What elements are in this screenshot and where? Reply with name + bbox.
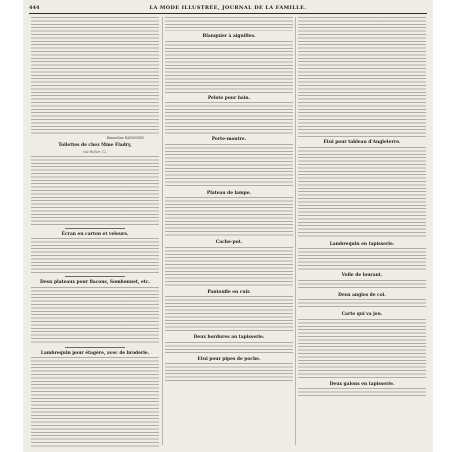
body-text-block (31, 287, 159, 345)
journal-title: LA MODE ILLUSTRÉE, JOURNAL DE LA FAMILLE. (149, 5, 307, 11)
column-divider (162, 17, 163, 445)
section-heading: Écran en carton et velours. (61, 231, 129, 237)
body-text-block (165, 363, 293, 383)
section-heading: Deux plateaux pour flacons, Sombonnet, etc. (40, 280, 150, 285)
page-header (23, 5, 433, 13)
section-heading: Deux angles de coi. (338, 292, 386, 298)
section-separator (65, 347, 125, 348)
section-heading: Etui pour pipes de poche. (197, 356, 261, 362)
body-text-block (165, 17, 293, 31)
text-column-2 (165, 17, 293, 447)
body-text-block (298, 299, 426, 309)
body-text-block (165, 144, 293, 188)
body-text-block (298, 17, 426, 137)
section-heading: Toilettes de chez Mme Fladry, (58, 143, 132, 148)
newspaper-page (23, 0, 433, 452)
body-text-block (165, 197, 293, 237)
body-text-block (31, 17, 159, 135)
text-column-1 (31, 17, 159, 447)
text-column-3 (298, 17, 426, 447)
body-text-block (165, 342, 293, 354)
header-rule (29, 13, 427, 14)
body-text-block (31, 238, 159, 274)
section-heading: Voile de lourant. (341, 273, 383, 278)
body-text-block (298, 319, 426, 379)
body-text-block (298, 147, 426, 239)
body-text-block (298, 248, 426, 270)
section-heading: Lambrequin en tapisserie. (329, 241, 395, 247)
section-heading: Pelote pour bain. (207, 95, 251, 101)
section-heading: Cache-pot. (215, 240, 243, 245)
body-text-block (165, 247, 293, 287)
body-text-block (298, 388, 426, 398)
body-text-block (165, 102, 293, 134)
section-heading: Deux bordures au tapisserie. (193, 335, 265, 340)
section-heading: Carte qui va jou. (341, 312, 383, 317)
section-heading: Étui pour tableau d'Angleterre. (323, 140, 401, 145)
section-heading: Porte-montre. (211, 137, 247, 142)
section-heading: Lambrequin pour étagère, avec de broderie. (40, 350, 150, 356)
section-heading: Blanquier à aiguilles. (202, 34, 256, 39)
column-divider (295, 17, 296, 445)
page-number: 444 (29, 5, 40, 11)
author-signature: Emmeline RAYMOND. (106, 136, 145, 140)
body-text-block (165, 41, 293, 93)
body-text-block (165, 296, 293, 332)
body-text-block (31, 357, 159, 447)
section-heading: Plateau de lampe. (206, 190, 252, 196)
section-subheading: rue Richer, 12. (83, 149, 107, 154)
section-separator (65, 228, 125, 229)
section-heading: Pantoufle en cuir. (207, 289, 251, 295)
section-separator (65, 276, 125, 277)
body-text-block (31, 156, 159, 226)
section-heading: Deux galons en tapisserie. (329, 381, 395, 387)
body-text-block (298, 280, 426, 290)
